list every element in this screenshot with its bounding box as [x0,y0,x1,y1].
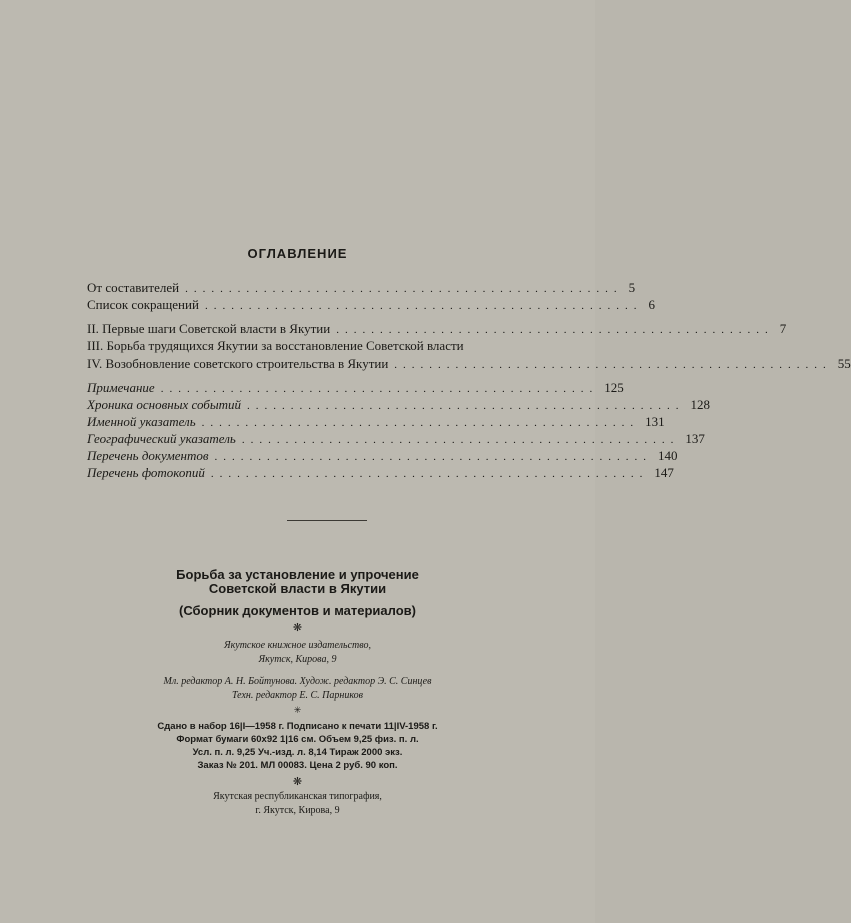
toc-entry-label: Хроника основных событий [87,397,242,412]
toc-entry [87,448,678,465]
toc-entry-page: 6 [648,297,655,312]
typography-line-2: г. Якутск, Кирова, 9 [255,805,340,816]
toc-entry-label: Географический указатель [87,431,236,446]
print-info-line-4: Заказ № 201. МЛ 00083. Цена 2 руб. 90 коп. [197,760,398,771]
publisher-line-1: Якутское книжное издательство, [224,640,371,651]
toc-leader-dots: .................................................. [214,451,652,463]
toc-entry-label: IV. Возобновление советского строительства в Якутии [87,356,389,371]
ornament-small-star: ✳ [293,705,302,715]
toc-entry-page: 137 [685,431,705,446]
print-info-line-3: Усл. п. л. 9,25 Уч.-изд. л. 8,14 Тираж 2000 экз. [192,747,403,758]
toc-entry-label: Перечень фотокопий [87,465,205,480]
toc-leader-dots: .................................................. [160,383,599,395]
book-subtitle: (Сборник документов и материалов) [178,603,416,618]
toc-entry-page: 140 [658,448,678,463]
print-info-line-1: Сдано в набор 16|I—1958 г. Подписано к печати 11|IV-1958 г. [157,721,438,732]
toc-leader-dots: .................................................. [241,434,680,446]
ornament-star: ❋ [292,776,303,788]
toc-entry [87,380,624,397]
tech-editor-line: Техн. редактор Е. С. Парников [231,690,364,701]
toc-entry-label: Именной указатель [87,414,196,429]
toc-entry-label: Список сокращений [87,297,199,312]
toc-entry [87,321,787,338]
print-info-line-2: Формат бумаги 60х92 1|16 см. Объем 9,25 физ. п. л. [176,734,419,745]
toc-leader-dots: .................................................. [247,400,685,412]
toc-entry-label: III. Борьба трудящихся Якутии за восстановление Советской власти [87,338,464,353]
toc-leader-dots: .................................................. [394,359,832,371]
toc-leader-dots: .................................................. [336,324,774,336]
editor-line: Мл. редактор А. Н. Бойтунова. Худож. редактор Э. С. Синцев [163,676,432,687]
toc-entry [87,465,674,482]
ornament-star: ❋ [292,622,303,634]
toc-entry-page: 7 [779,321,787,336]
toc-entry [87,356,851,373]
toc-entry-page: 131 [645,414,665,429]
typography-line-1: Якутская республиканская типография, [213,791,382,802]
toc-entry [87,397,711,414]
toc-entry-label: Примечание [87,380,155,395]
toc-entry [87,338,590,355]
toc-entry-page: 125 [604,380,624,395]
publisher-line-2: Якутск, Кирова, 9 [258,654,337,665]
toc-leader-dots: .................................................. [204,300,643,312]
toc-entry [87,414,665,431]
toc-entry-label: От составителей [87,280,180,295]
toc-entry-page: 5 [628,280,636,295]
toc-entry-page: 147 [654,465,674,480]
toc-leader-dots: .................................................. [201,417,640,429]
book-title-line-2: Советской власти в Якутии [208,581,387,596]
toc-entry [87,297,655,314]
section-divider [287,520,367,521]
toc-leader-dots: .................................................. [210,468,649,480]
toc-entry [87,280,636,297]
toc-title: ОГЛАВЛЕНИЕ [247,246,348,261]
toc-leader-dots: .................................................. [185,283,623,295]
toc-entry-label: II. Первые шаги Советской власти в Якутии [87,321,331,336]
book-title-line-1: Борьба за установление и упрочение [176,567,419,582]
toc-entry-page: 128 [690,397,711,412]
toc-entry [87,431,705,448]
toc-entry-label: Перечень документов [87,448,209,463]
toc-entry-page: 55 [837,356,851,371]
